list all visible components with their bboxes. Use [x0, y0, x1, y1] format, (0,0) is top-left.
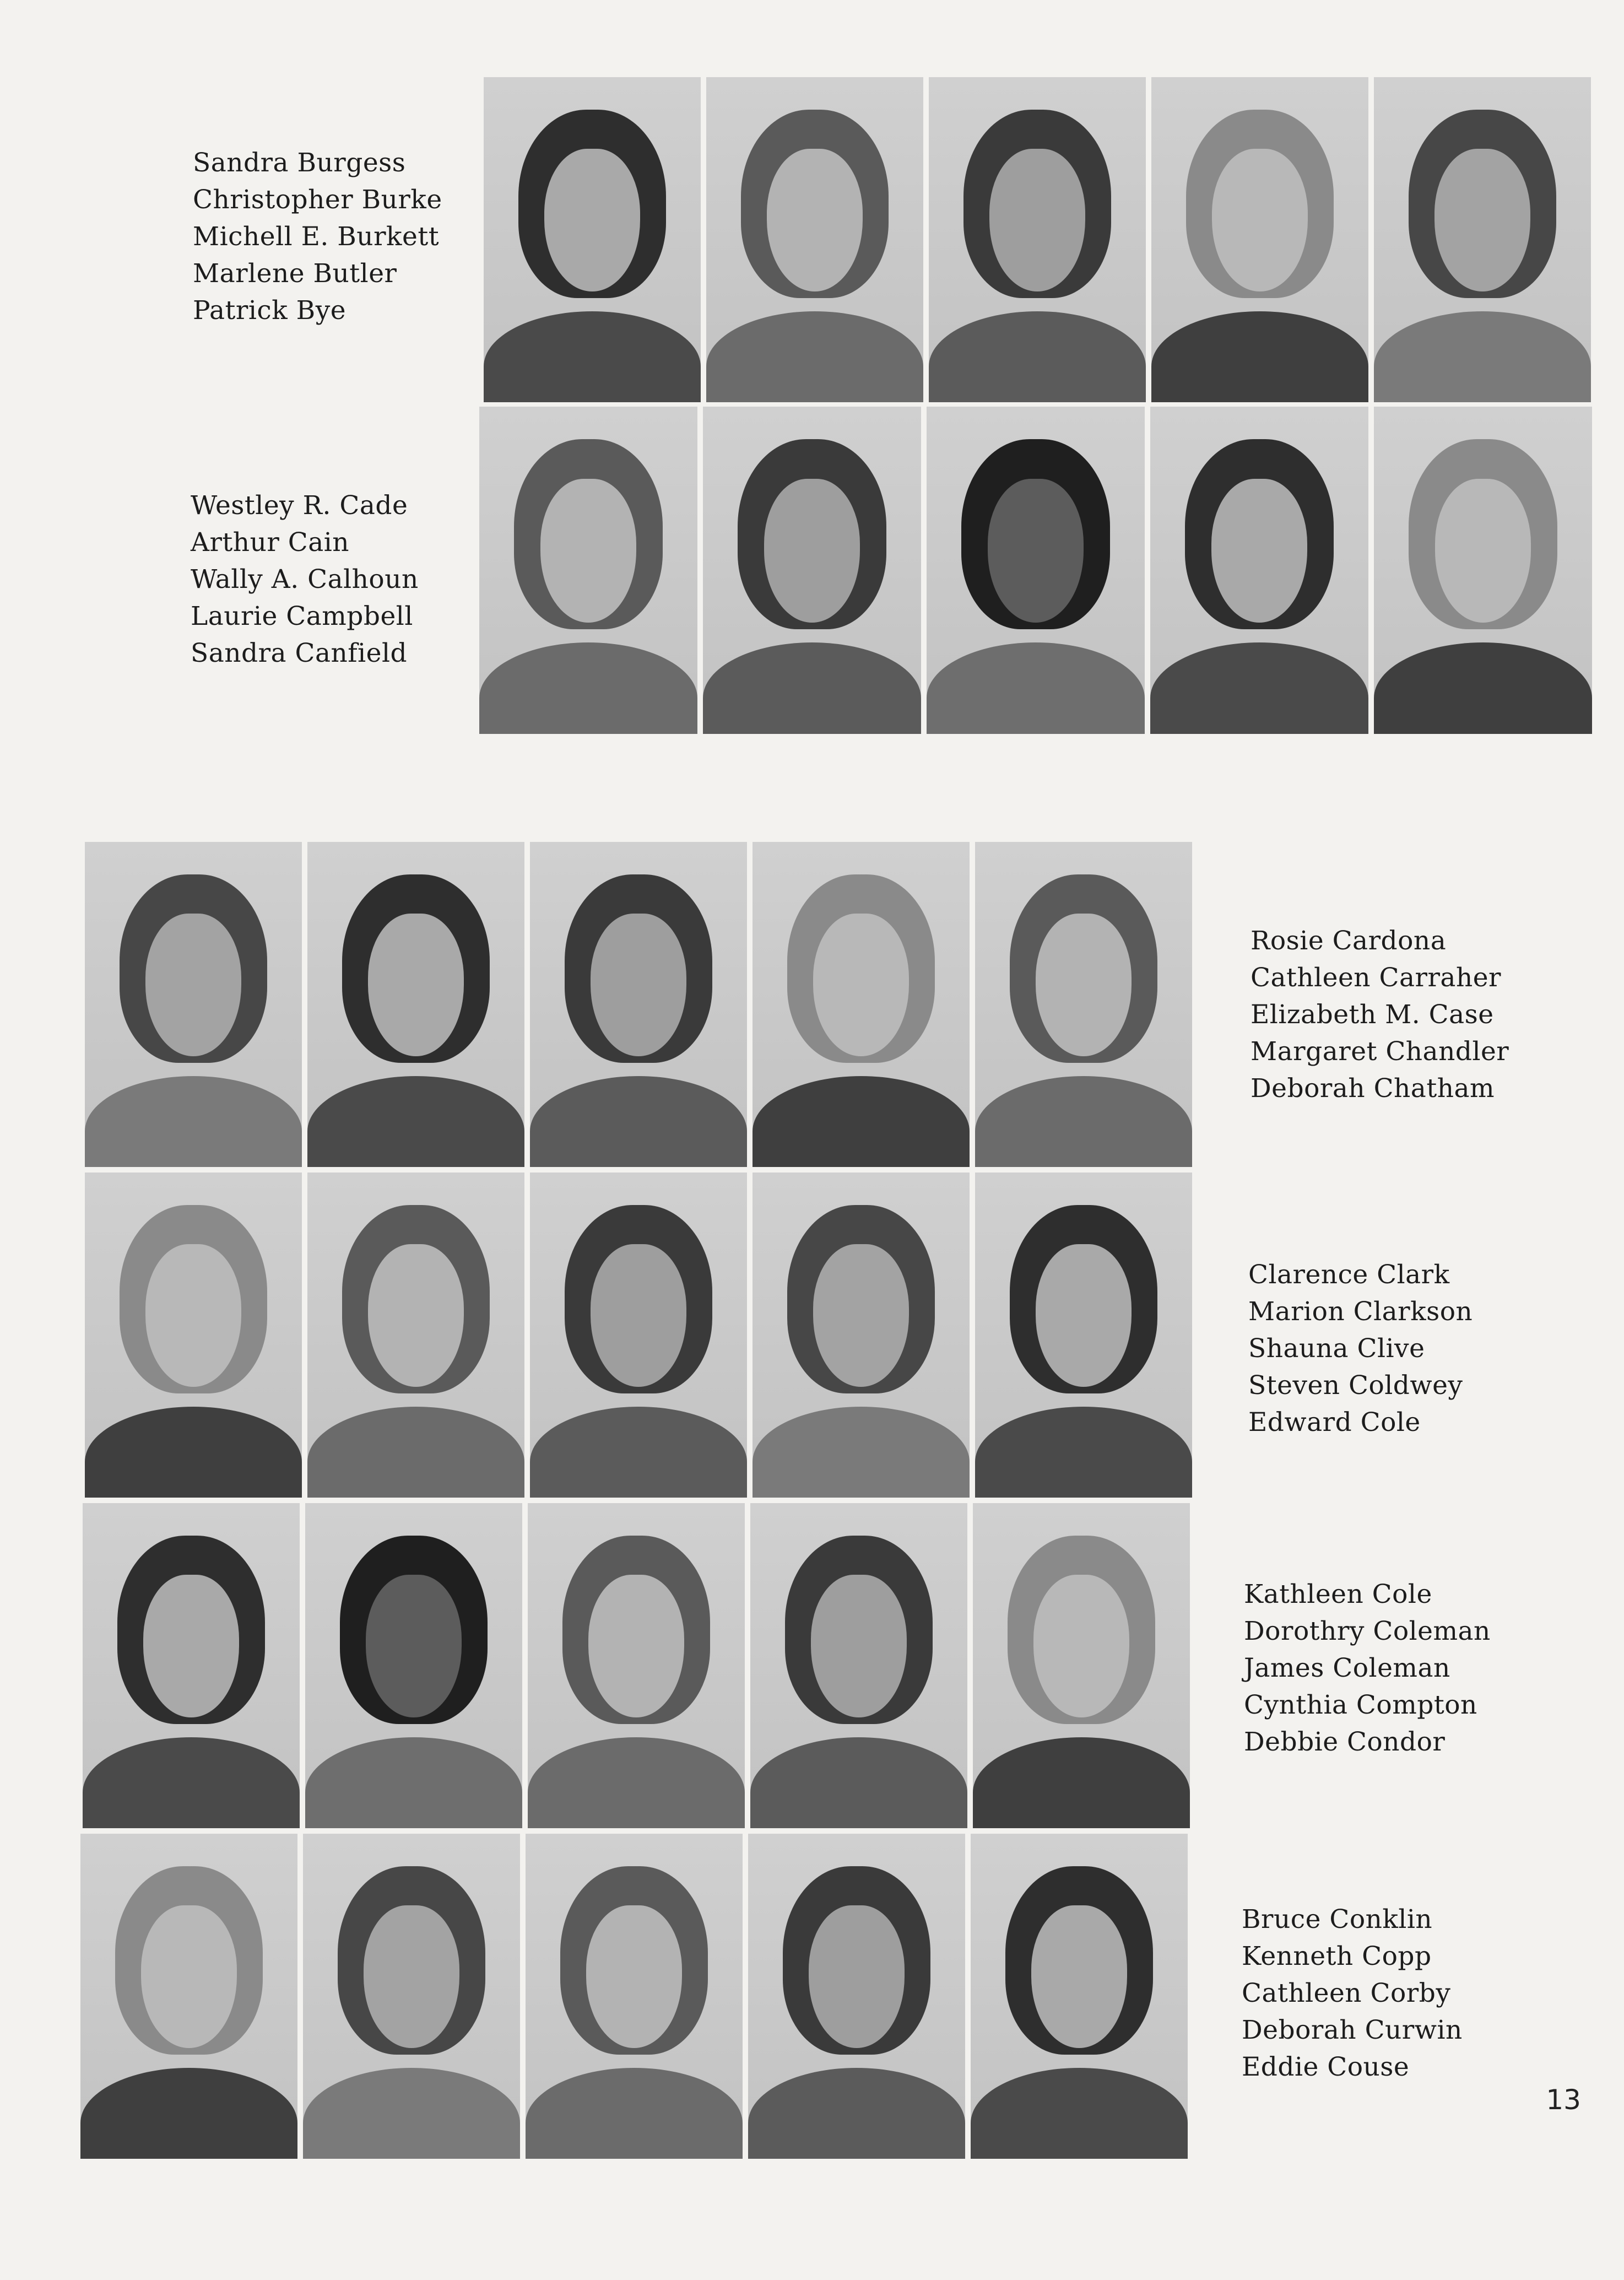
portrait-shoulders	[85, 1407, 302, 1498]
photo-row-4	[85, 1173, 1192, 1498]
student-name: Christopher Burke	[193, 185, 442, 215]
photo-row-1	[484, 77, 1591, 402]
student-name: Clarence Clark	[1248, 1260, 1450, 1290]
student-photo	[703, 407, 921, 734]
portrait-face	[811, 1575, 906, 1718]
student-photo	[85, 1173, 302, 1498]
student-photo	[1374, 77, 1591, 402]
student-name: Shauna Clive	[1248, 1333, 1425, 1364]
portrait-shoulders	[1374, 642, 1592, 734]
student-photo	[307, 1173, 524, 1498]
student-photo	[484, 77, 701, 402]
student-name: Laurie Campbell	[191, 601, 413, 631]
student-photo	[526, 1834, 743, 2159]
student-photo	[1150, 407, 1368, 734]
portrait-shoulders	[530, 1076, 747, 1167]
portrait-face	[368, 1244, 463, 1387]
portrait-shoulders	[80, 2068, 297, 2159]
student-photo	[1151, 77, 1368, 402]
student-photo	[750, 1503, 967, 1828]
student-name: Arthur Cain	[191, 527, 350, 558]
student-name: Westley R. Cade	[191, 490, 408, 521]
portrait-face	[145, 1244, 241, 1387]
page-number: 13	[1546, 2084, 1581, 2116]
student-name: Marlene Butler	[193, 258, 397, 289]
student-photo	[748, 1834, 965, 2159]
student-name: Rosie Cardona	[1251, 926, 1447, 956]
student-photo	[305, 1503, 522, 1828]
name-list-2	[191, 487, 419, 672]
student-name: Kenneth Copp	[1242, 1941, 1432, 1971]
student-name: Marion Clarkson	[1248, 1296, 1473, 1327]
student-photo	[530, 1173, 747, 1498]
portrait-shoulders	[753, 1076, 970, 1167]
portrait-face	[764, 479, 860, 623]
portrait-shoulders	[706, 311, 923, 402]
portrait-face	[366, 1575, 461, 1718]
portrait-shoulders	[307, 1407, 524, 1498]
student-name: Deborah Chatham	[1251, 1073, 1495, 1104]
student-name: Michell E. Burkett	[193, 221, 440, 252]
name-list-1	[193, 144, 442, 329]
portrait-shoulders	[85, 1076, 302, 1167]
student-photo	[753, 842, 970, 1167]
portrait-shoulders	[927, 642, 1145, 734]
portrait-face	[145, 914, 241, 1057]
student-name: Patrick Bye	[193, 295, 347, 326]
student-name: Cathleen Corby	[1242, 1978, 1451, 2008]
portrait-shoulders	[929, 311, 1146, 402]
student-name: Edward Cole	[1248, 1407, 1421, 1438]
photo-row-6	[80, 1834, 1188, 2159]
portrait-shoulders	[753, 1407, 970, 1498]
portrait-face	[1211, 479, 1307, 623]
photo-row-5	[83, 1503, 1190, 1828]
photo-row-2	[479, 407, 1592, 734]
student-photo	[753, 1173, 970, 1498]
portrait-face	[1031, 1905, 1127, 2049]
portrait-shoulders	[971, 2068, 1188, 2159]
portrait-shoulders	[303, 2068, 520, 2159]
portrait-face	[809, 1905, 904, 2049]
student-photo	[303, 1834, 520, 2159]
student-photo	[929, 77, 1146, 402]
portrait-face	[988, 479, 1084, 623]
portrait-shoulders	[528, 1737, 745, 1828]
portrait-face	[813, 914, 908, 1057]
student-name: Cynthia Compton	[1244, 1690, 1477, 1720]
portrait-shoulders	[484, 311, 701, 402]
name-list-4	[1248, 1256, 1473, 1441]
student-name: Dorothry Coleman	[1244, 1616, 1491, 1646]
student-photo	[85, 842, 302, 1167]
student-name: Cathleen Carraher	[1251, 963, 1501, 993]
portrait-shoulders	[305, 1737, 522, 1828]
student-photo	[479, 407, 697, 734]
portrait-shoulders	[1150, 642, 1368, 734]
portrait-face	[588, 1575, 684, 1718]
student-photo	[975, 842, 1192, 1167]
portrait-shoulders	[83, 1737, 300, 1828]
portrait-face	[1036, 914, 1131, 1057]
portrait-face	[1435, 479, 1531, 623]
name-list-6	[1242, 1901, 1463, 2086]
student-name: Steven Coldwey	[1248, 1370, 1463, 1401]
portrait-face	[1033, 1575, 1129, 1718]
portrait-face	[586, 1905, 681, 2049]
portrait-face	[1434, 149, 1530, 292]
portrait-face	[591, 914, 686, 1057]
student-photo	[1374, 407, 1592, 734]
photo-row-3	[85, 842, 1192, 1167]
portrait-face	[364, 1905, 459, 2049]
student-photo	[83, 1503, 300, 1828]
student-name: Elizabeth M. Case	[1251, 999, 1494, 1030]
student-name: Kathleen Cole	[1244, 1579, 1432, 1609]
portrait-face	[544, 149, 640, 292]
portrait-shoulders	[307, 1076, 524, 1167]
portrait-shoulders	[975, 1407, 1192, 1498]
student-name: Deborah Curwin	[1242, 2015, 1463, 2045]
portrait-face	[1212, 149, 1307, 292]
student-name: Eddie Couse	[1242, 2052, 1410, 2082]
portrait-face	[141, 1905, 236, 2049]
name-list-3	[1251, 922, 1509, 1107]
student-name: Margaret Chandler	[1251, 1036, 1509, 1067]
portrait-shoulders	[526, 2068, 743, 2159]
portrait-face	[143, 1575, 239, 1718]
portrait-shoulders	[973, 1737, 1190, 1828]
student-name: Debbie Condor	[1244, 1727, 1446, 1757]
portrait-shoulders	[748, 2068, 965, 2159]
portrait-shoulders	[1151, 311, 1368, 402]
student-photo	[927, 407, 1145, 734]
student-name: Wally A. Calhoun	[191, 564, 419, 595]
portrait-face	[540, 479, 636, 623]
portrait-face	[368, 914, 463, 1057]
portrait-shoulders	[750, 1737, 967, 1828]
student-name: James Coleman	[1244, 1653, 1450, 1683]
name-list-5	[1244, 1576, 1491, 1760]
student-photo	[975, 1173, 1192, 1498]
student-name: Sandra Burgess	[193, 148, 406, 178]
student-name: Sandra Canfield	[191, 638, 408, 668]
portrait-face	[591, 1244, 686, 1387]
student-photo	[80, 1834, 297, 2159]
portrait-shoulders	[703, 642, 921, 734]
portrait-face	[1036, 1244, 1131, 1387]
student-photo	[706, 77, 923, 402]
portrait-shoulders	[975, 1076, 1192, 1167]
student-photo	[528, 1503, 745, 1828]
portrait-face	[767, 149, 862, 292]
student-name: Bruce Conklin	[1242, 1904, 1433, 1935]
portrait-shoulders	[1374, 311, 1591, 402]
student-photo	[307, 842, 524, 1167]
portrait-shoulders	[479, 642, 697, 734]
portrait-face	[989, 149, 1085, 292]
student-photo	[971, 1834, 1188, 2159]
portrait-face	[813, 1244, 908, 1387]
student-photo	[530, 842, 747, 1167]
student-photo	[973, 1503, 1190, 1828]
portrait-shoulders	[530, 1407, 747, 1498]
